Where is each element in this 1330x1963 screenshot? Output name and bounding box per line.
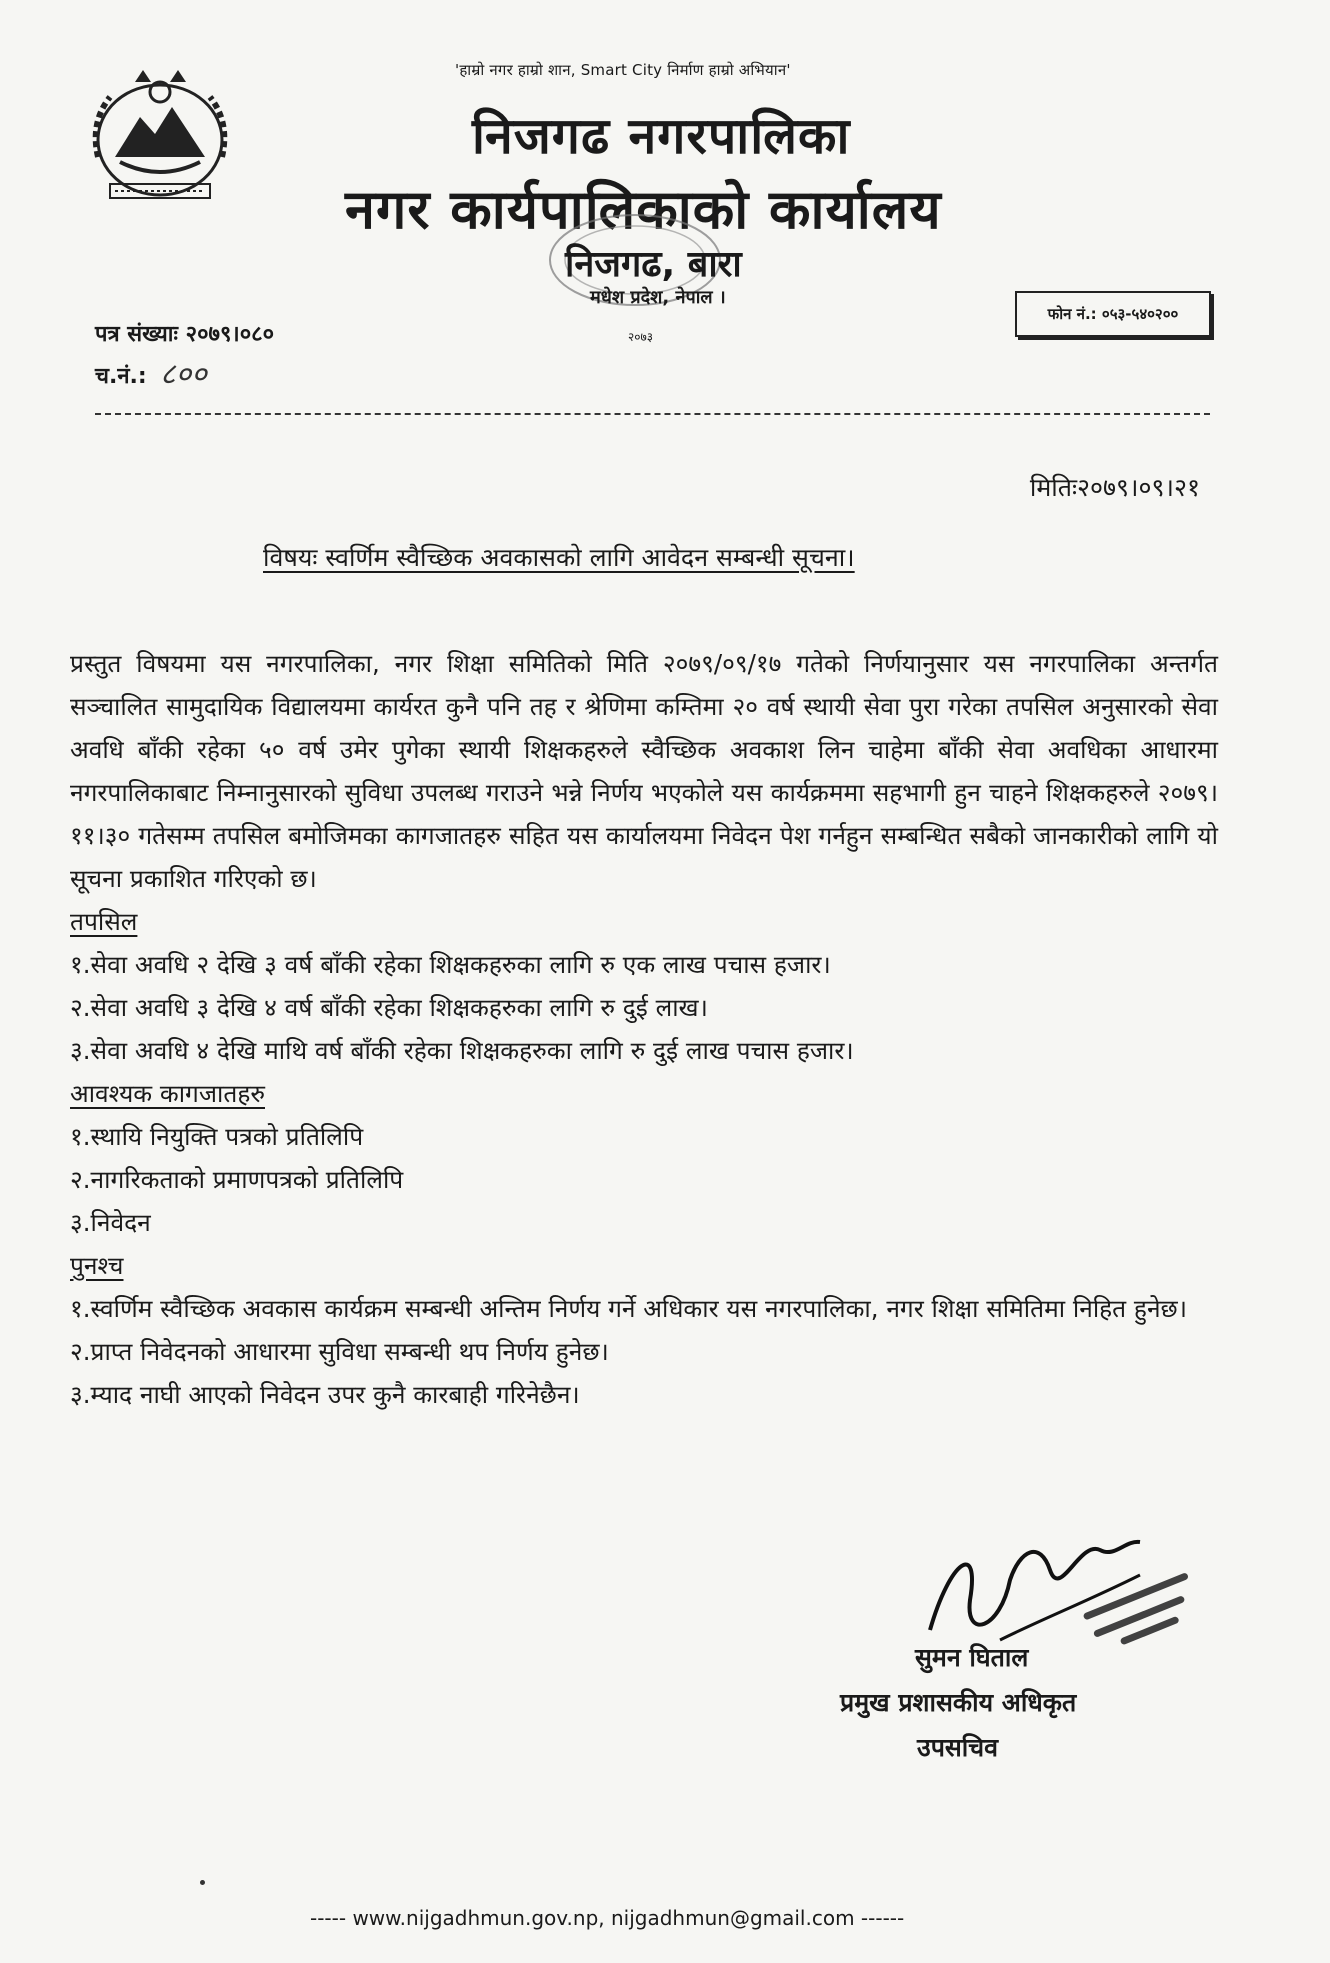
- document-item: ३.निवेदन: [70, 1208, 151, 1237]
- signer-designation: प्रमुख प्रशासकीय अधिकृत: [840, 1688, 1077, 1717]
- header-divider: [95, 413, 1210, 415]
- document-item: १.स्थायि नियुक्ति पत्रको प्रतिलिपि: [70, 1122, 364, 1151]
- letter-number-value: २०७९।०८०: [185, 322, 275, 347]
- office-name: नगर कार्यपालिकाको कार्यालय: [345, 178, 942, 241]
- seal-year: २०७३: [628, 330, 653, 344]
- punashcha-item: २.प्राप्त निवेदनको आधारमा सुविधा सम्बन्धी थप निर्णय हुनेछ।: [70, 1337, 609, 1366]
- letter-date: मितिः२०७९।०९।२१: [1029, 473, 1200, 502]
- document-item: २.नागरिकताको प्रमाणपत्रको प्रतिलिपि: [70, 1165, 404, 1194]
- tapsil-heading: तपसिल: [70, 907, 138, 936]
- dispatch-number-label: च.नं.:: [95, 364, 147, 389]
- letter-number-label: पत्र संख्याः: [95, 322, 178, 347]
- signer-name: सुमन घिताल: [915, 1643, 1029, 1672]
- letter-subject: विषयः स्वर्णिम स्वैच्छिक अवकासको लागि आवेदन सम्बन्धी सूचना।: [263, 543, 855, 572]
- body-paragraph: प्रस्तुत विषयमा यस नगरपालिका, नगर शिक्षा समितिको मिति २०७९/०९/१७ गतेको निर्णयानुसार यस नगरपालिका अन्तर्गत सञ्चालित सामुदायिक विद्यालयमा कार्यरत कुनै पनि तह र श्रेणिमा कम्तिमा २० वर्ष स्थायी सेवा पुरा गरेका तपसिल अनुसारको सेवा अवधि बाँकी रहेका ५० वर्ष उमेर पुगेका स्थायी शिक्षकहरुले स्वैच्छिक अवकाश लिन चाहेमा बाँकी सेवा अवधिका आधारमा नगरपालिकाबाट निम्नानुसारको सुविधा उपलब्ध गराउने भन्ने निर्णय भएकोले यस कार्यक्रममा सहभागी हुन चाहने शिक्षकहरुले २०७९।११।३० गतेसम्म तपसिल बमोजिमका कागजातहरु सहित यस कार्यालयमा निवेदन पेश गर्नहुन सम्बन्धित सबैको जानकारीको लागि यो सूचना प्रकाशित गरिएको छ।: [70, 649, 1218, 893]
- tapsil-item: ३.सेवा अवधि ४ देखि माथि वर्ष बाँकी रहेका शिक्षकहरुका लागि रु दुई लाख पचास हजार।: [70, 1036, 854, 1065]
- dispatch-number-value: ८००: [160, 357, 207, 392]
- header-slogan: 'हाम्रो नगर हाम्रो शान, Smart City निर्माण हाम्रो अभियान': [455, 61, 791, 79]
- office-location: निजगढ, बारा: [565, 244, 742, 285]
- phone-box: फोन नं.: ०५३-५४०२००: [1015, 291, 1211, 337]
- organization-name: निजगढ नगरपालिका: [472, 107, 851, 165]
- tapsil-item: २.सेवा अवधि ३ देखि ४ वर्ष बाँकी रहेका शिक्षकहरुका लागि रु दुई लाख।: [70, 993, 708, 1022]
- letter-number: [95, 318, 274, 348]
- ink-dot: [200, 1880, 205, 1885]
- letter-body: [70, 642, 1218, 1416]
- punashcha-heading: पुनश्च: [70, 1251, 124, 1280]
- government-emblem-icon: [80, 62, 240, 207]
- tapsil-item: १.सेवा अवधि २ देखि ३ वर्ष बाँकी रहेका शिक्षकहरुका लागि रु एक लाख पचास हजार।: [70, 950, 831, 979]
- punashcha-item: १.स्वर्णिम स्वैच्छिक अवकास कार्यक्रम सम्बन्धी अन्तिम निर्णय गर्ने अधिकार यस नगरपालिका, नगर शिक्षा समितिमा निहित हुनेछ।: [70, 1294, 1187, 1323]
- footer-contact: ----- www.nijgadhmun.gov.np, nijgadhmun@gmail.com ------: [310, 1906, 905, 1930]
- signer-rank: उपसचिव: [917, 1733, 999, 1762]
- punashcha-item: ३.म्याद नाघी आएको निवेदन उपर कुनै कारबाही गरिनेछैन।: [70, 1380, 580, 1409]
- documents-heading: आवश्यक कागजातहरु: [70, 1079, 265, 1108]
- office-province: मधेश प्रदेश, नेपाल ।: [590, 287, 726, 308]
